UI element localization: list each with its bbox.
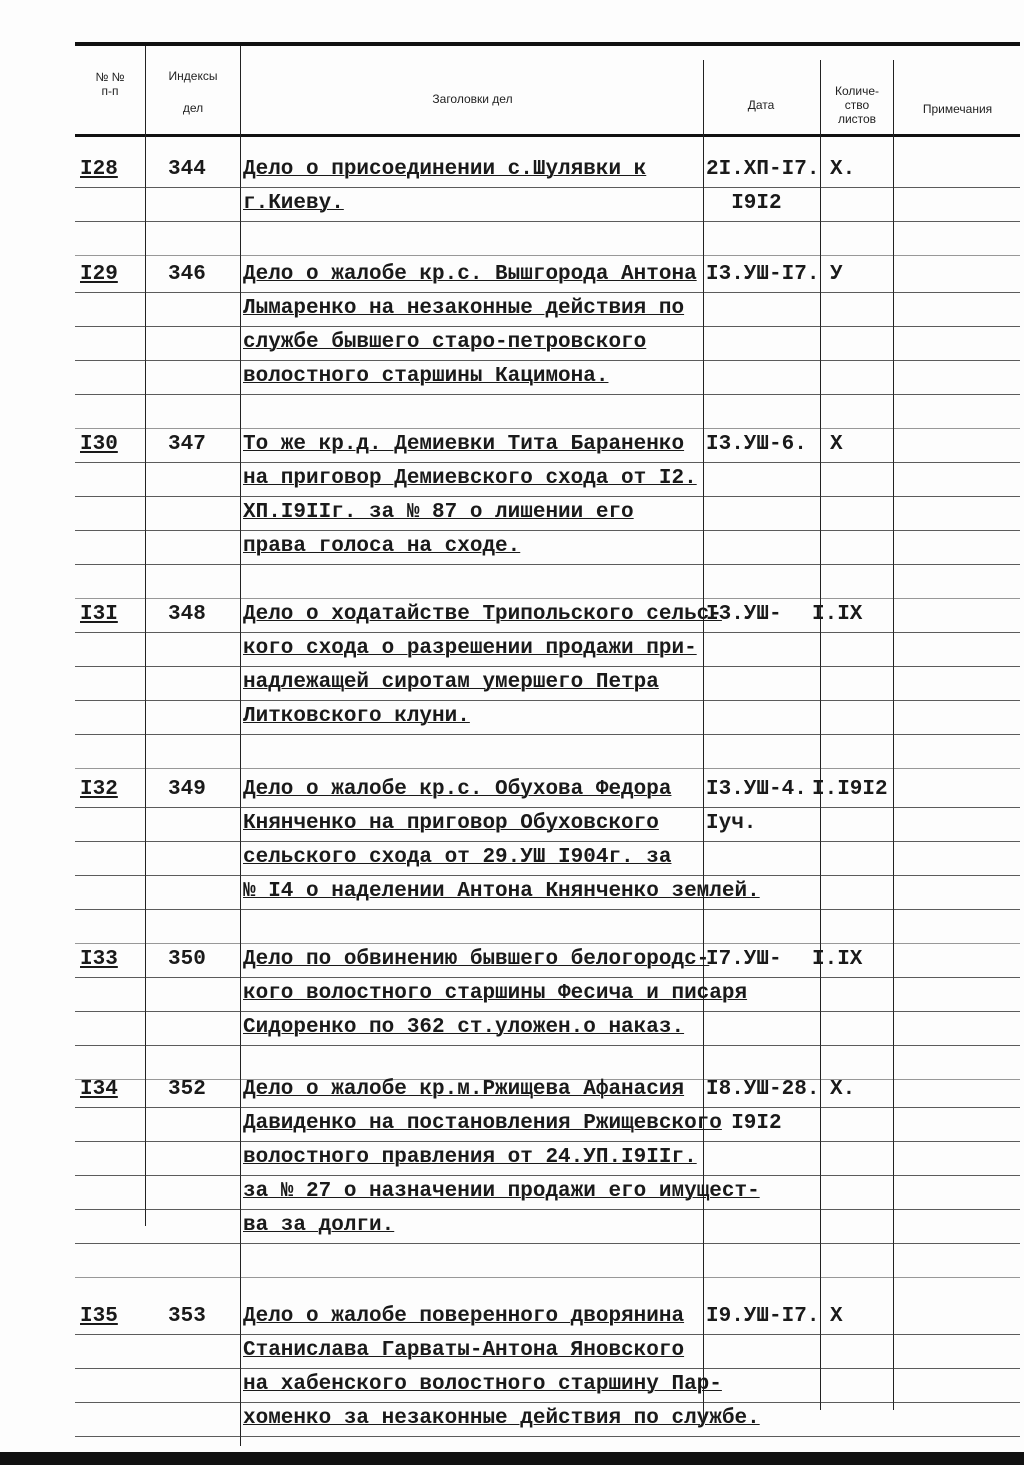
row-sheet-count: I.IX	[812, 603, 863, 626]
row-rule	[75, 807, 1020, 808]
title-line: ва за долги.	[243, 1214, 395, 1237]
title-line: Дело о жалобе поверенного дворянина	[243, 1305, 685, 1328]
date-line: Iуч.	[706, 812, 757, 835]
header-notes: Примечания	[922, 102, 993, 116]
row-rule	[75, 326, 1020, 327]
top-rule	[75, 42, 1020, 46]
row-index: 353	[168, 1305, 206, 1328]
row-date	[706, 1300, 819, 1334]
row-sheet-count: I.I9I2	[812, 778, 888, 801]
date-line: I9I2	[706, 1112, 782, 1135]
column-divider	[820, 60, 821, 1410]
title-line: ХП.I9IIг. за № 87 о лишении его	[243, 501, 634, 524]
title-line: г.Киеву.	[243, 192, 344, 215]
title-line: Литковского клуни.	[243, 705, 470, 728]
date-line: I9I2	[706, 192, 782, 215]
row-rule	[75, 255, 1020, 256]
row-rule	[75, 292, 1020, 293]
title-line: Лымаренко на незаконные действия по	[243, 297, 685, 320]
row-number: I34	[80, 1078, 118, 1101]
row-date	[706, 598, 782, 632]
title-line: То же кр.д. Демиевки Тита Бараненко	[243, 433, 685, 456]
title-line: Дело о присоединении с.Шулявки к	[243, 158, 647, 181]
title-line: Дело о жалобе кр.м.Ржищева Афанасия	[243, 1078, 685, 1101]
row-rule	[75, 909, 1020, 910]
title-line: права голоса на сходе.	[243, 535, 521, 558]
row-number: I3I	[80, 603, 118, 626]
title-line: Княнченко на приговор Обуховского	[243, 812, 659, 835]
title-line: Дело по обвинению бывшего белогородс-	[243, 948, 710, 971]
row-rule	[75, 564, 1020, 565]
title-line: Дело о жалобе кр.с. Вышгорода Антона	[243, 263, 697, 286]
row-rule	[75, 1107, 1020, 1108]
title-line: Станислава Гарваты-Антона Яновского	[243, 1339, 685, 1362]
date-line: I3.УШ-4.	[706, 778, 807, 801]
row-rule	[75, 841, 1020, 842]
row-rule	[75, 187, 1020, 188]
title-line: волостного старшины Кацимона.	[243, 365, 609, 388]
row-rule	[75, 394, 1020, 395]
row-rule	[75, 1045, 1020, 1046]
row-index: 348	[168, 603, 206, 626]
row-rule	[75, 496, 1020, 497]
row-rule	[75, 768, 1020, 769]
date-line: I7.УШ-	[706, 948, 782, 971]
row-sheet-count: У	[830, 263, 843, 286]
row-rule	[75, 1141, 1020, 1142]
row-rule	[75, 1402, 1020, 1403]
row-number: I29	[80, 263, 118, 286]
title-line: кого схода о разрешении продажи при-	[243, 637, 697, 660]
row-index: 350	[168, 948, 206, 971]
row-rule	[75, 462, 1020, 463]
header-title: Заголовки дел	[432, 92, 513, 106]
scan-edge	[0, 1452, 1024, 1465]
title-line: на приговор Демиевского схода от I2.	[243, 467, 697, 490]
row-sheet-count: X	[830, 433, 843, 456]
row-index: 349	[168, 778, 206, 801]
title-line: сельского схода от 29.УШ I904г. за	[243, 846, 672, 869]
row-rule	[75, 221, 1020, 222]
row-rule	[75, 1436, 1020, 1437]
row-rule	[75, 1011, 1020, 1012]
title-line: волостного правления от 24.УП.I9IIг.	[243, 1146, 697, 1169]
row-rule	[75, 360, 1020, 361]
row-rule	[75, 734, 1020, 735]
row-number: I28	[80, 158, 118, 181]
row-rule	[75, 530, 1020, 531]
row-rule	[75, 1277, 1020, 1278]
row-number: I35	[80, 1305, 118, 1328]
row-sheet-count: I.IX	[812, 948, 863, 971]
row-rule	[75, 1334, 1020, 1335]
row-rule	[75, 666, 1020, 667]
date-line: I3.УШ-	[706, 603, 782, 626]
row-date	[706, 258, 819, 292]
date-line: 2I.XП-I7.	[706, 158, 820, 181]
row-number: I33	[80, 948, 118, 971]
row-index: 352	[168, 1078, 206, 1101]
header-num: № № п-п	[95, 70, 125, 98]
date-line: I3.УШ-6.	[706, 433, 807, 456]
title-line: Сидоренко по 362 ст.уложен.о наказ.	[243, 1016, 685, 1039]
title-line: Давиденко на постановления Ржищевского	[243, 1112, 722, 1135]
row-rule	[75, 632, 1020, 633]
row-date	[706, 428, 807, 462]
title-line: за № 27 о назначении продажи его имущест-	[243, 1180, 760, 1203]
row-sheet-count: X.	[830, 158, 856, 181]
row-rule	[75, 1243, 1020, 1244]
row-index: 346	[168, 263, 206, 286]
date-line: I8.УШ-28.	[706, 1078, 820, 1101]
row-rule	[75, 700, 1020, 701]
title-line: кого волостного старшины Фесича и писаря	[243, 982, 748, 1005]
header-date: Дата	[747, 98, 775, 112]
title-line: хоменко за незаконные действия по службе.	[243, 1407, 760, 1430]
row-index: 344	[168, 158, 206, 181]
row-sheet-count: X	[830, 1305, 843, 1328]
title-line: Дело о жалобе кр.с. Обухова Федора	[243, 778, 672, 801]
header-count: Количе- ство листов	[834, 84, 880, 126]
row-title	[243, 943, 747, 1045]
title-line: № I4 о наделении Антона Княнченко землей.	[243, 880, 760, 903]
column-divider	[893, 60, 894, 1410]
column-divider	[240, 46, 241, 1446]
row-rule	[75, 977, 1020, 978]
row-rule	[75, 1175, 1020, 1176]
row-rule	[75, 1209, 1020, 1210]
date-line: I3.УШ-I7.	[706, 263, 820, 286]
header-index: Индексы дел	[168, 69, 218, 115]
row-number: I32	[80, 778, 118, 801]
column-divider	[145, 46, 146, 1226]
title-line: Дело о ходатайстве Трипольского сельс-	[243, 603, 722, 626]
row-sheet-count: X.	[830, 1078, 856, 1101]
row-rule	[75, 875, 1020, 876]
title-line: на хабенского волостного старшину Пар-	[243, 1373, 722, 1396]
row-number: I30	[80, 433, 118, 456]
date-line: I9.УШ-I7.	[706, 1305, 820, 1328]
title-line: службе бывшего старо-петровского	[243, 331, 647, 354]
row-title	[243, 1073, 760, 1243]
row-index: 347	[168, 433, 206, 456]
row-date	[706, 943, 782, 977]
title-line: надлежащей сиротам умершего Петра	[243, 671, 659, 694]
row-rule	[75, 1368, 1020, 1369]
header-rule	[75, 134, 1020, 137]
